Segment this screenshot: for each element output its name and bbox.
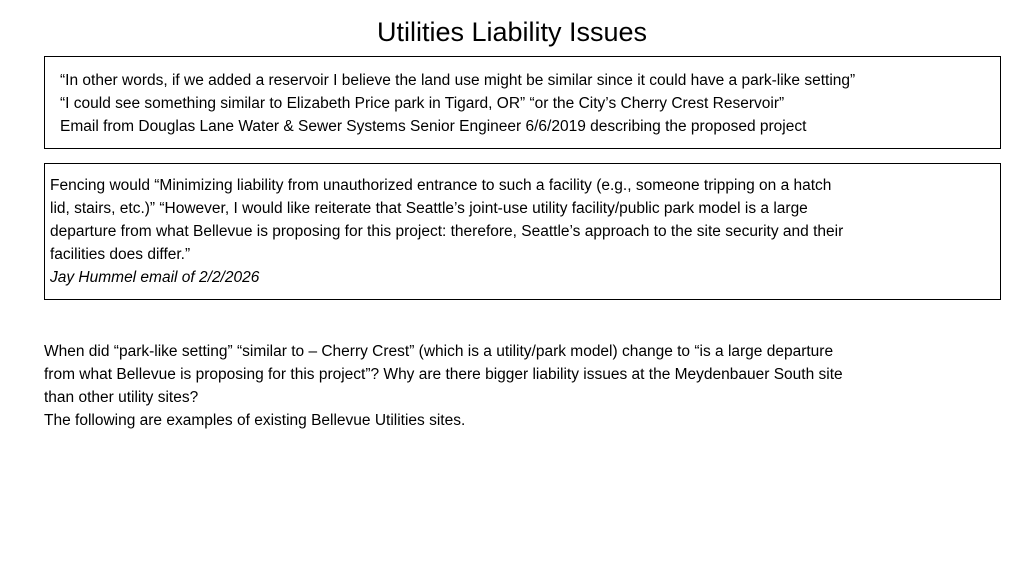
body-line: from what Bellevue is proposing for this project”? Why are there bigger liability issues at the Meydenbauer South site: [44, 366, 843, 383]
body-paragraph: [44, 340, 994, 432]
quote-source: Email from Douglas Lane Water & Sewer Systems Senior Engineer 6/6/2019 describing the proposed project: [60, 118, 807, 135]
quote-line: “I could see something similar to Elizabeth Price park in Tigard, OR” “or the City’s Cherry Crest Reservoir”: [60, 95, 785, 112]
body-line: The following are examples of existing Bellevue Utilities sites.: [44, 412, 466, 429]
quote-line: “In other words, if we added a reservoir I believe the land use might be similar since it could have a park-like setting”: [60, 72, 856, 89]
slide-title: Utilities Liability Issues: [376, 17, 648, 47]
quote-box-fencing: [44, 163, 1001, 300]
quote-attribution: Jay Hummel email of 2/2/2026: [50, 269, 260, 286]
quote-line: departure from what Bellevue is proposing for this project: therefore, Seattle’s approach to the site security and their: [50, 223, 844, 240]
quote-box-reservoir: [44, 56, 1001, 149]
body-line: When did “park-like setting” “similar to – Cherry Crest” (which is a utility/park model) change to “is a large departure: [44, 343, 834, 360]
body-line: than other utility sites?: [44, 389, 199, 406]
quote-line: facilities does differ.”: [50, 246, 191, 263]
quote-line: Fencing would “Minimizing liability from unauthorized entrance to such a facility (e.g., someone tripping on a hatch: [50, 177, 832, 194]
quote-line: lid, stairs, etc.)” “However, I would like reiterate that Seattle’s joint-use utility facility/public park model is a large: [50, 200, 808, 217]
